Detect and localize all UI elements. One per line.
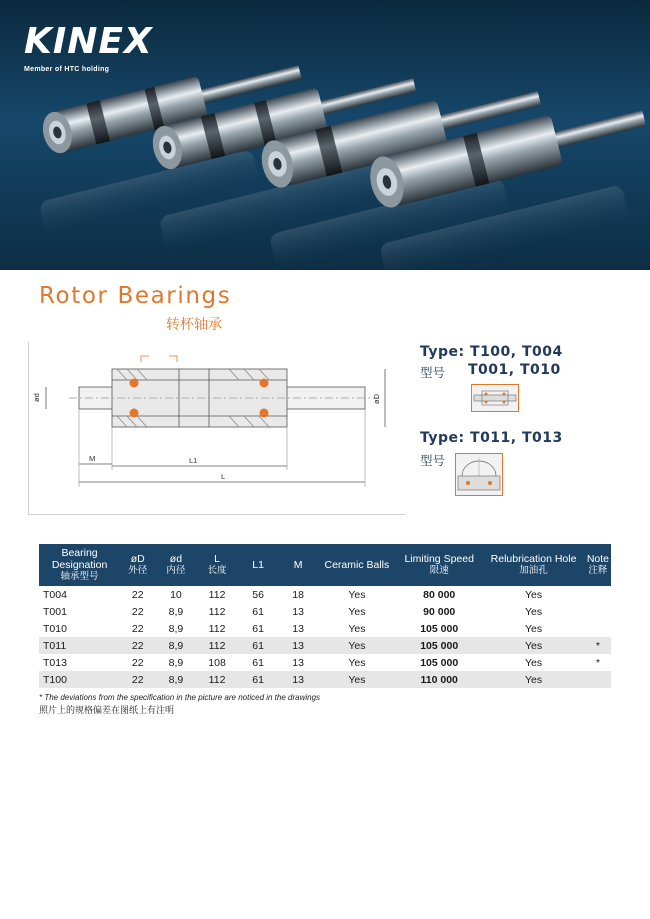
header-designation: Bearing Designation 轴承型号: [39, 544, 120, 586]
header-inner-diameter: ød 内径: [155, 544, 196, 586]
cell-m: 13: [279, 654, 318, 671]
type-label: Type:: [420, 430, 465, 446]
label-d: ød: [32, 393, 41, 402]
spec-table: [39, 544, 611, 688]
cell-l1: 61: [238, 620, 279, 637]
cell-outer-diameter: 22: [120, 671, 155, 688]
label-L: L: [221, 472, 226, 481]
cell-note: [585, 586, 611, 603]
cell-m: 13: [279, 620, 318, 637]
type-thumbnail-1: [471, 384, 519, 412]
cell-m: 13: [279, 671, 318, 688]
cell-inner-diameter: 8,9: [155, 671, 196, 688]
footnote-en: * The deviations from the specification in the picture are noticed in the drawings: [39, 693, 321, 702]
header-ceramic-balls: Ceramic Balls: [318, 544, 397, 586]
table-row: [39, 671, 611, 688]
label-L1: L1: [189, 456, 198, 465]
header-length: L 长度: [196, 544, 237, 586]
header-l1: L1: [238, 544, 279, 586]
cell-outer-diameter: 22: [120, 620, 155, 637]
cell-designation: T010: [39, 620, 120, 637]
cell-inner-diameter: 8,9: [155, 603, 196, 620]
header-note: Note 注释: [585, 544, 611, 586]
cell-length: 112: [196, 586, 237, 603]
technical-drawing: [28, 342, 405, 515]
table-body: [39, 586, 611, 688]
cell-outer-diameter: 22: [120, 637, 155, 654]
cell-ceramic: Yes: [318, 654, 397, 671]
cell-speed: 80 000: [396, 586, 482, 603]
cell-relub: Yes: [482, 671, 585, 688]
page-title-cn: 转杯轴承: [166, 317, 222, 333]
cell-relub: Yes: [482, 637, 585, 654]
rotor-bearing-drawing: [29, 342, 405, 514]
cell-length: 112: [196, 671, 237, 688]
cell-speed: 110 000: [396, 671, 482, 688]
type-codes: T100, T004: [470, 344, 563, 360]
type-codes-secondary: T001, T010: [468, 362, 561, 378]
type-line-2: [420, 430, 563, 446]
cell-outer-diameter: 22: [120, 586, 155, 603]
cell-relub: Yes: [482, 620, 585, 637]
cell-l1: 56: [238, 586, 279, 603]
footnote-cn: 照片上的规格偏差在图纸上有注明: [39, 706, 175, 716]
cell-l1: 61: [238, 637, 279, 654]
cell-l1: 61: [238, 603, 279, 620]
cell-l1: 61: [238, 654, 279, 671]
header-outer-diameter: øD 外径: [120, 544, 155, 586]
header-relubrication-hole: Relubrication Hole 加油孔: [482, 544, 585, 586]
table-header-row: [39, 544, 611, 586]
label-M: M: [89, 454, 96, 463]
cell-m: 13: [279, 637, 318, 654]
cell-designation: T004: [39, 586, 120, 603]
cell-inner-diameter: 10: [155, 586, 196, 603]
cell-length: 112: [196, 637, 237, 654]
cell-l1: 61: [238, 671, 279, 688]
cell-length: 108: [196, 654, 237, 671]
cell-designation: T001: [39, 603, 120, 620]
cell-ceramic: Yes: [318, 586, 397, 603]
bearing-thumbnail-icon: [456, 454, 502, 495]
kinex-logo: [24, 21, 153, 73]
table-row: [39, 586, 611, 603]
cell-note: [585, 620, 611, 637]
type-cn-label: 型号: [420, 365, 446, 380]
cell-speed: 105 000: [396, 637, 482, 654]
cell-m: 13: [279, 603, 318, 620]
page-title: Rotor Bearings: [39, 283, 232, 309]
cell-inner-diameter: 8,9: [155, 637, 196, 654]
cell-note: *: [585, 654, 611, 671]
cell-inner-diameter: 8,9: [155, 654, 196, 671]
logo-wordmark: KINEX: [24, 21, 153, 62]
header-limiting-speed: Limiting Speed 限速: [396, 544, 482, 586]
label-D: øD: [372, 394, 381, 404]
bearing-thumbnail-icon: [472, 385, 518, 411]
type-line-1: [420, 344, 563, 360]
cell-speed: 90 000: [396, 603, 482, 620]
cell-ceramic: Yes: [318, 637, 397, 654]
cell-speed: 105 000: [396, 654, 482, 671]
cell-speed: 105 000: [396, 620, 482, 637]
table-row: [39, 603, 611, 620]
cell-outer-diameter: 22: [120, 603, 155, 620]
header-m: M: [279, 544, 318, 586]
table-row: [39, 637, 611, 654]
type-codes: T011, T013: [470, 430, 563, 446]
cell-outer-diameter: 22: [120, 654, 155, 671]
cell-relub: Yes: [482, 654, 585, 671]
cell-designation: T100: [39, 671, 120, 688]
type-label: Type:: [420, 344, 465, 360]
cell-ceramic: Yes: [318, 671, 397, 688]
cell-relub: Yes: [482, 603, 585, 620]
cell-inner-diameter: 8,9: [155, 620, 196, 637]
cell-ceramic: Yes: [318, 603, 397, 620]
hero-banner: [0, 0, 650, 270]
cell-note: [585, 603, 611, 620]
cell-m: 18: [279, 586, 318, 603]
cell-note: [585, 671, 611, 688]
cell-note: *: [585, 637, 611, 654]
cell-designation: T013: [39, 654, 120, 671]
cell-relub: Yes: [482, 586, 585, 603]
cell-designation: T011: [39, 637, 120, 654]
table-row: [39, 620, 611, 637]
type-cn-label: 型号: [420, 453, 446, 468]
table-row: [39, 654, 611, 671]
cell-length: 112: [196, 620, 237, 637]
cell-length: 112: [196, 603, 237, 620]
cell-ceramic: Yes: [318, 620, 397, 637]
type-thumbnail-2: [455, 453, 503, 496]
logo-tagline: Member of HTC holding: [24, 66, 110, 73]
